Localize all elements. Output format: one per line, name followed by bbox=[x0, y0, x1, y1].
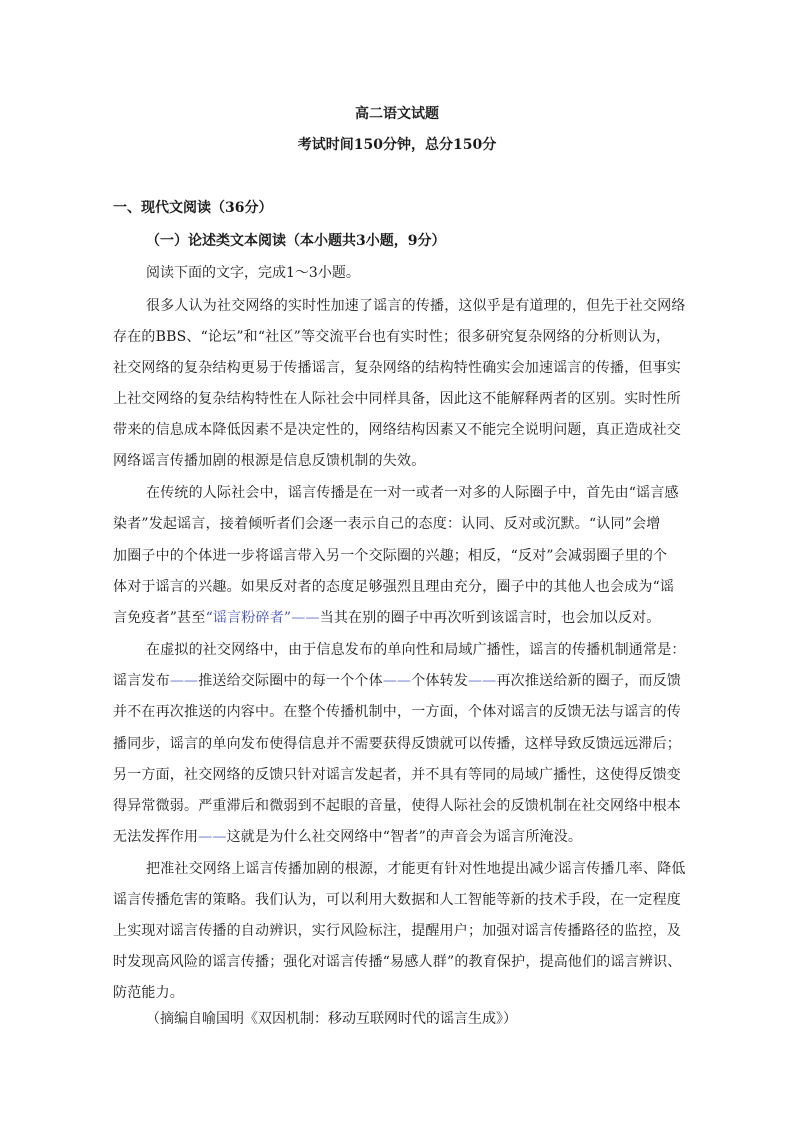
highlighted-quote: “谣言粉碎者” bbox=[205, 610, 292, 626]
paragraph-1-line: 上社交网络的复杂结构特性在人际社会中同样具备，因此这不能解释两者的区别。实时性所 bbox=[113, 391, 681, 407]
text-segment: 这就是为什么社交网络中“智者”的声音会为谣言所淹没。 bbox=[226, 829, 583, 845]
paragraph-1-line: 网络谣言传播加剧的根源是信息反馈机制的失效。 bbox=[113, 453, 426, 469]
paragraph-3-line: 并不在再次推送的内容中。在整个传播机制中，一方面，个体对谣言的反馈无法与谣言的传 bbox=[113, 704, 681, 720]
section-heading: 一、现代文阅读（36分） bbox=[113, 200, 273, 216]
text-segment: 谣言发布 bbox=[113, 673, 170, 689]
text-segment: 言免疫者”甚至 bbox=[113, 610, 206, 626]
paragraph-3-line bbox=[113, 826, 582, 846]
source-citation: （摘编自喻国明《双因机制：移动互联网时代的谣言生成》） bbox=[146, 1011, 517, 1027]
paragraph-2-line: 染者”发起谣言，接着倾听者们会逐一表示自己的态度：认同、反对或沉默。“认同”会增 bbox=[113, 516, 661, 532]
paragraph-3-line: 播同步，谣言的单向发布使得信息并不需要获得反馈就可以传播，这样导致反馈远远滞后； bbox=[113, 736, 681, 752]
paragraph-4-line: 谣言传播危害的策略。我们认为，可以利用大数据和人工智能等新的技术手段，在一定程度 bbox=[113, 892, 681, 908]
paragraph-3-line: 得异常微弱。严重滞后和微弱到不起眼的音量，使得人际社会的反馈机制在社交网络中根本 bbox=[113, 798, 681, 814]
text-segment: 当其在别的圈子中再次听到该谣言时，也会加以反对。 bbox=[319, 610, 661, 626]
exam-subtitle: 考试时间150分钟，总分150分 bbox=[297, 137, 497, 153]
paragraph-1-line: 社交网络的复杂结构更易于传播谣言，复杂网络的结构特性确实会加速谣言的传播，但事实 bbox=[113, 360, 681, 376]
text-segment: 推送给交际圈中的每一个个体 bbox=[198, 673, 383, 689]
dash-segment: —— bbox=[291, 610, 320, 626]
subsection-heading: （一）论述类文本阅读（本小题共3小题，9分） bbox=[146, 233, 446, 249]
dash-segment: —— bbox=[468, 673, 497, 689]
paragraph-3-line: 另一方面，社交网络的反馈只针对谣言发起者，并不具有等同的局域广播性，这使得反馈变 bbox=[113, 767, 681, 783]
paragraph-1-line: 存在的BBS、“论坛”和“社区”等交流平台也有实时性；很多研究复杂网络的分析则认为， bbox=[113, 329, 671, 345]
text-segment: 无法发挥作用 bbox=[113, 829, 199, 845]
paragraph-4-line: 上实现对谣言传播的自动辨识，实行风险标注，提醒用户；加强对谣言传播路径的监控，及 bbox=[113, 923, 681, 939]
paragraph-4-line: 时发现高风险的谣言传播；强化对谣言传播“易感人群”的教育保护，提高他们的谣言辨识、 bbox=[113, 954, 682, 970]
paragraph-4-line: 防范能力。 bbox=[113, 985, 184, 1001]
dash-segment: —— bbox=[198, 829, 227, 845]
dash-segment: —— bbox=[382, 673, 412, 689]
paragraph-2-line: 加圈子中的个体进一步将谣言带入另一个交际圈的兴趣；相反，“反对”会减弱圈子里的个 bbox=[113, 548, 668, 564]
text-segment: 个体转发 bbox=[411, 673, 469, 689]
paragraph-1-line: 很多人认为社交网络的实时性加速了谣言的传播，这似乎是有道理的，但先于社交网络 bbox=[146, 298, 686, 314]
paragraph-3-line bbox=[113, 670, 681, 690]
paragraph-2-line bbox=[113, 607, 661, 627]
paragraph-4-line: 把准社交网络上谣言传播加剧的根源，才能更有针对性地提出减少谣言传播几率、降低 bbox=[146, 861, 686, 877]
paragraph-2-line: 体对于谣言的兴趣。如果反对者的态度足够强烈且理由充分，圈子中的其他人也会成为“谣 bbox=[113, 579, 675, 595]
paragraph-2-line: 在传统的人际社会中，谣言传播是在一对一或者一对多的人际圈子中，首先由“谣言感 bbox=[146, 485, 679, 501]
paragraph-3-line: 在虚拟的社交网络中，由于信息发布的单向性和局域广播性，谣言的传播机制通常是： bbox=[146, 642, 686, 658]
exam-title: 高二语文试题 bbox=[355, 106, 439, 122]
reading-instruction: 阅读下面的文字，完成1～3小题。 bbox=[146, 265, 360, 281]
dash-segment: —— bbox=[169, 673, 199, 689]
paragraph-1-line: 带来的信息成本降低因素不是决定性的，网络结构因素又不能完全说明问题，真正造成社交 bbox=[113, 422, 681, 438]
text-segment: 再次推送给新的圈子，而反馈 bbox=[496, 673, 682, 689]
